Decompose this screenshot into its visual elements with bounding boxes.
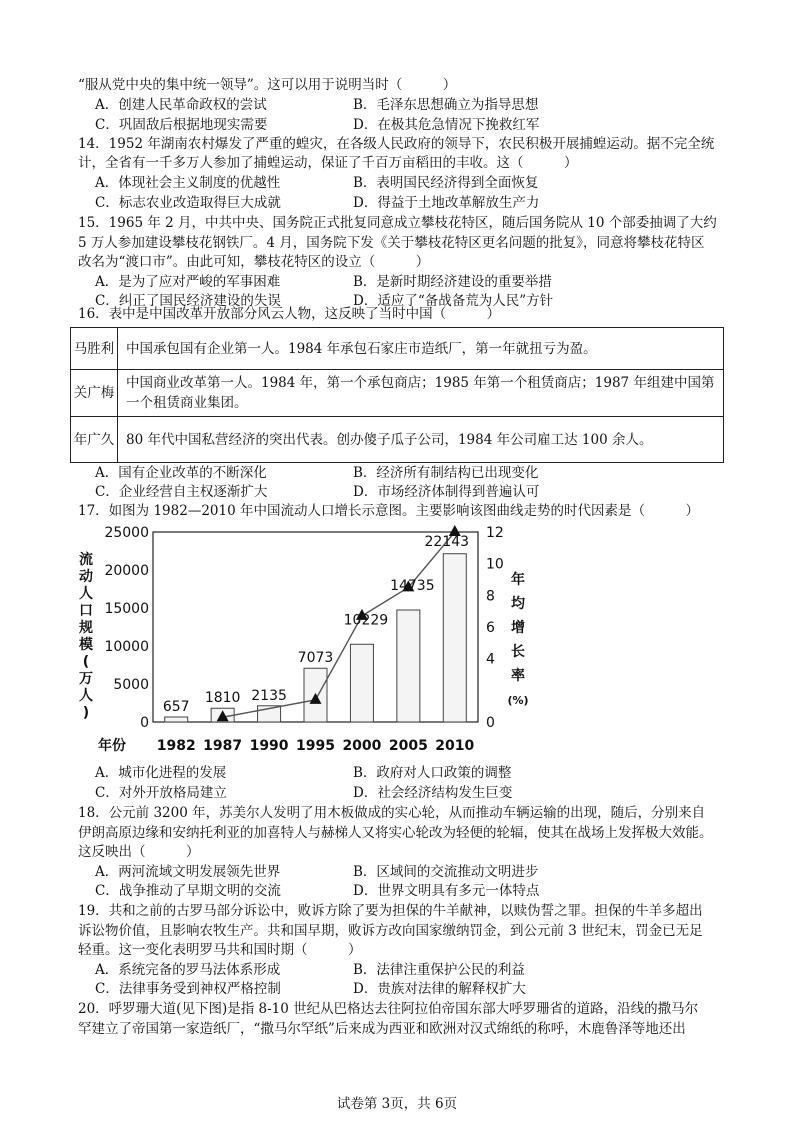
y-tick-label: 20000 [104,563,149,579]
q19-option-a[interactable]: A．系统完备的罗马法体系形成 [95,962,281,978]
q16-option-a[interactable]: A．国有企业改革的不断深化 [95,465,267,481]
y2-tick-label: 6 [486,620,495,636]
y-tick-label: 10000 [104,639,149,655]
y2-axis-label-char: 年 [511,572,525,588]
bar [350,644,373,722]
page-footer: 试卷第 3页，共 6页 [336,1096,458,1112]
x-tick-label: 2000 [342,738,382,754]
q15-option-b[interactable]: B．是新时期经济建设的重要举措 [353,274,552,290]
q14-stem-2: 计，全省有一千多万人参加了捕蝗运动，保证了千百万亩稻田的丰收。这（ ） [78,155,578,171]
x-tick-label: 1990 [249,738,289,754]
q14-option-c[interactable]: C．标志农业改造取得巨大成就 [95,195,281,211]
q18-option-b[interactable]: B．区域间的交流推动文明进步 [353,864,539,880]
q13-option-b[interactable]: B．毛泽东思想确立为指导思想 [353,97,539,113]
x-axis-label: 年份 [98,738,126,754]
x-tick-label: 2005 [388,738,428,754]
y2-tick-label: 4 [486,651,495,668]
q17-option-a[interactable]: A．城市化进程的发展 [95,765,227,781]
q17-option-d[interactable]: D．社会经济结构发生巨变 [353,785,513,801]
x-tick-label: 1982 [156,738,196,754]
q16-stem: 16．表中是中国改革开放部分风云人物，这反映了当时中国（ ） [78,306,501,322]
y-axis-label-char: 口 [79,603,93,619]
q20-stem-2: 罕建立了帝国第一家造纸厂，“撒马尔罕纸”后来成为西亚和欧洲对汉式绵纸的称呼，木鹿鲁泽等地还出 [78,1021,686,1037]
bar-value-label: 7073 [297,650,334,667]
bar-value-label: 2135 [251,687,287,704]
y2-axis-label-char: 长 [511,644,525,660]
y-tick-label: 25000 [104,525,149,541]
q18-option-c[interactable]: C．战争推动了早期文明的交流 [95,883,281,899]
y-axis-label-char: 模 [79,637,93,653]
y2-axis-label-char: 增 [511,620,525,636]
y-tick-label: 0 [140,715,149,731]
q16-option-b[interactable]: B．经济所有制结构已出现变化 [353,465,539,481]
x-tick-label: 1987 [203,738,243,754]
q13-option-c[interactable]: C．巩固敌后根据地现实需要 [95,117,268,133]
q16-option-d[interactable]: D．市场经济体制得到普遍认可 [353,484,540,500]
y2-axis-label-char: 均 [511,596,525,612]
q18-stem-2: 伊朗高原边缘和安纳托利亚的加喜特人与赫梯人又将实心轮改为轻便的轮辐，使其在战场上发挥极大效能。 [78,825,713,841]
y-tick-label: 5000 [113,677,149,693]
q17-stem: 17．如图为 1982—2010 年中国流动人口增长示意图。主要影响该图曲线走势的时代因素是（ ） [78,503,699,519]
q19-option-d[interactable]: D．贵族对法律的解释权扩大 [353,981,526,997]
y2-tick-label: 8 [486,588,495,605]
q14-option-d[interactable]: D．得益于土地改革解放生产力 [353,195,540,211]
y-axis-label-char: 流 [79,552,93,568]
q13-option-d[interactable]: D．在极其危急情况下挽救红军 [353,117,540,133]
q13-stem: “服从党中央的集中统一领导”。这可以用于说明当时（ ） [78,77,457,93]
q19-stem-1: 19．共和之前的古罗马部分诉讼中，败诉方除了要为担保的牛羊献神，以赎伪誓之罪。担保的牛羊多超出 [78,903,703,919]
q15-option-d[interactable]: D．适应了“备战备荒为人民”方针 [353,293,554,309]
bar-value-label: 14735 [390,578,435,595]
q15-stem-3: 改名为“渡口市”。由此可知，攀枝花特区的设立（ ） [78,254,430,270]
bar [397,610,420,722]
q19-stem-2: 诉讼物价值，且影响农牧生产。共和国早期，败诉方改向国家缴纳罚金，到公元前 3 世纪末，罚金已无足 [78,923,703,939]
q15-option-c[interactable]: C．纠正了国民经济建设的失误 [95,293,281,309]
bar [443,554,466,722]
table-row [71,328,724,370]
figure-name: 年广久 [71,417,118,463]
q17-option-c[interactable]: C．对外开放格局建立 [95,785,227,801]
q18-option-d[interactable]: D．世界文明具有多元一体特点 [353,883,540,899]
figure-desc: 80 年代中国私营经济的突出代表。创办傻子瓜子公司，1984 年公司雇工达 100 余人。 [118,417,724,463]
y-axis-label-char: 动 [79,569,93,585]
y2-tick-label: 10 [486,556,504,573]
q16-option-c[interactable]: C．企业经营自主权逐渐扩大 [95,484,268,500]
bar-value-label: 22143 [424,534,470,550]
bar-value-label: 657 [162,699,190,716]
q18-option-a[interactable]: A．两河流域文明发展领先世界 [95,864,281,880]
y-axis-label-char: 规 [79,620,93,636]
y-tick-label: 15000 [104,601,149,617]
y-axis-label-char: ( [82,654,90,670]
q19-stem-3: 轻重。这一变化表明罗马共和国时期（ ） [78,942,362,958]
y-axis-label-char: 人 [79,688,93,704]
q14-option-a[interactable]: A．体现社会主义制度的优越性 [95,175,281,191]
y2-tick-label: 0 [486,715,495,731]
y-axis-label-char: ) [82,705,90,721]
q19-option-b[interactable]: B．法律注重保护公民的利益 [353,962,525,978]
bar-value-label: 1810 [204,690,241,707]
figure-name: 马胜利 [71,328,118,370]
figure-desc: 中国商业改革第一人。1984 年，第一个承包商店；1985 年第一个租赁商店；1987 年组建中国第一个租赁商业集团。 [118,370,724,417]
figure-name: 关广梅 [71,370,118,417]
q13-option-a[interactable]: A．创建人民革命政权的尝试 [95,97,267,113]
x-tick-label: 2010 [435,738,475,754]
reform-figures-table [70,327,724,463]
bar-value-label: 10229 [343,612,389,629]
q17-option-b[interactable]: B．政府对人口政策的调整 [353,765,512,781]
q15-stem-2: 5 万人参加建设攀枝花钢铁厂。4 月，国务院下发《关于攀枝花特区更名问题的批复》，同意将攀枝花特区 [78,235,705,251]
q14-option-b[interactable]: B．表明国民经济得到全面恢复 [353,175,539,191]
y2-axis-label-char: (%) [507,694,529,707]
bar [165,717,188,722]
q19-option-c[interactable]: C．法律事务受到神权严格控制 [95,981,281,997]
table-row [71,417,724,463]
x-tick-label: 1995 [296,738,335,754]
y-axis-label-char: 人 [79,586,93,602]
q20-stem-1: 20．呼罗珊大道(见下图)是指 8-10 世纪从巴格达去往阿拉伯帝国东部大呼罗珊省的道路，沿线的撒马尔 [78,1001,699,1017]
q18-stem-1: 18．公元前 3200 年，苏美尔人发明了用木板做成的实心轮，从而推动车辆运输的出现，随后，分别来自 [78,805,706,821]
y-axis-label-char: 万 [79,671,93,687]
q15-option-a[interactable]: A．是为了应对严峻的军事困难 [95,274,281,290]
q18-stem-3: 这反映出（ ） [78,844,200,860]
y2-tick-label: 12 [486,525,504,541]
y2-axis-label-char: 率 [511,668,525,684]
q15-stem-1: 15．1965 年 2 月，中共中央、国务院正式批复同意成立攀枝花特区，随后国务院从 10 个部委抽调了大约 [78,215,717,231]
q14-stem-1: 14．1952 年湖南农村爆发了严重的蝗灾，在各级人民政府的领导下，农民积极开展捕蝗运动。据不完全统 [78,136,715,152]
table-row [71,370,724,417]
floating-population-chart [70,524,550,760]
figure-desc: 中国承包国有企业第一人。1984 年承包石家庄市造纸厂，第一年就扭亏为盈。 [118,328,724,370]
